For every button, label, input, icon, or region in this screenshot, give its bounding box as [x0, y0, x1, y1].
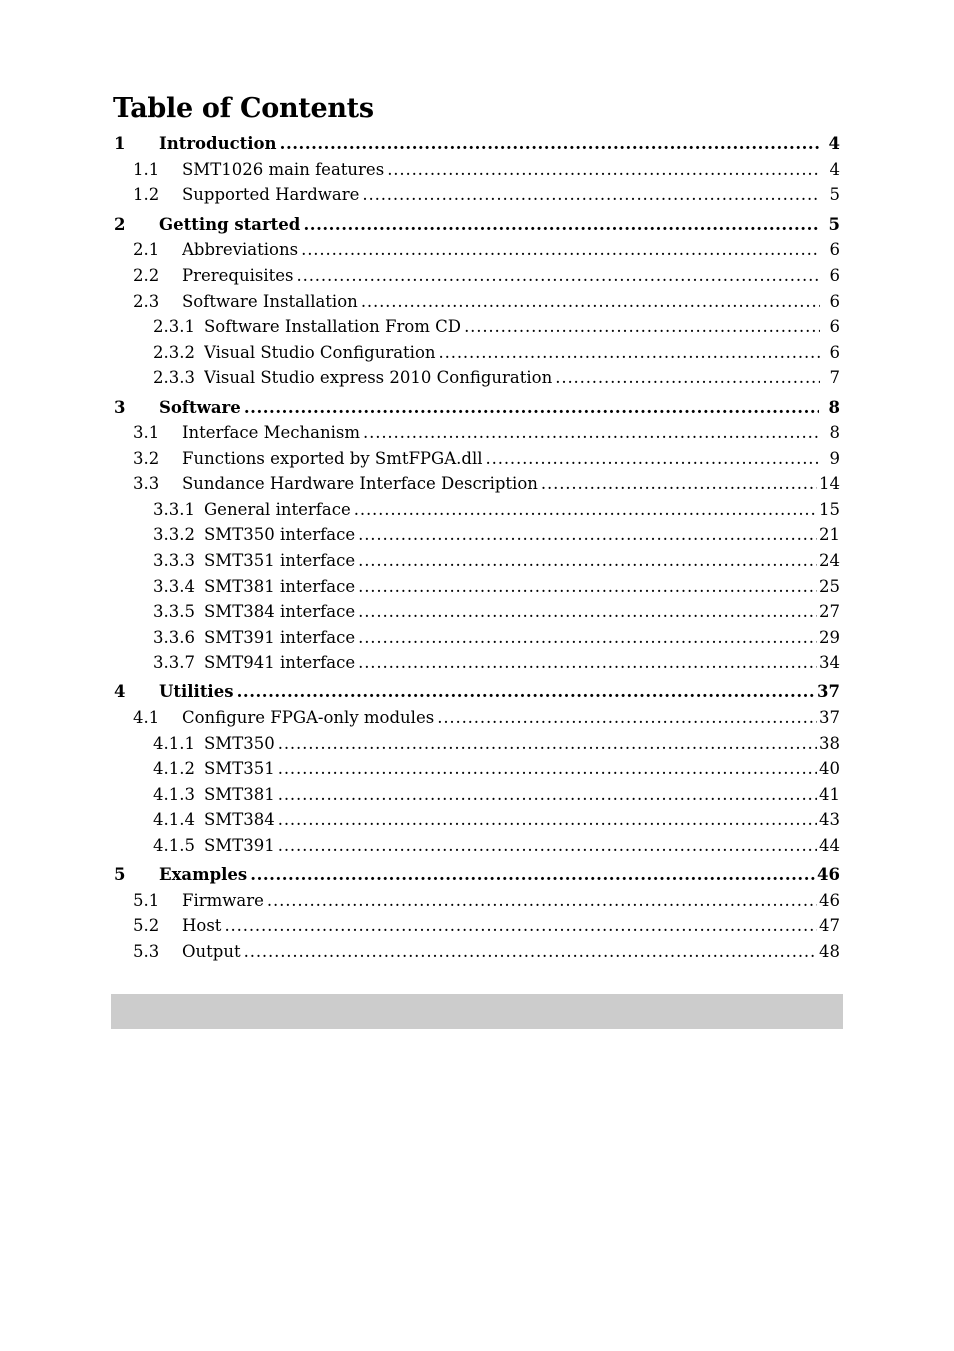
toc-entry-page: 37 — [819, 708, 840, 727]
toc-entry[interactable] — [0, 941, 954, 963]
toc-entry-page: 44 — [819, 836, 840, 855]
toc-entry[interactable] — [0, 422, 954, 444]
toc-entry-page: 46 — [817, 865, 840, 884]
toc-entry-title[interactable]: Abbreviations . . . — [182, 239, 820, 261]
toc-entry-number: 2 — [114, 215, 126, 234]
toc-entry[interactable] — [0, 473, 954, 495]
toc-entry-title[interactable]: SMT381 . . . — [204, 784, 820, 806]
toc-entry-number: 3.3.3 — [153, 551, 195, 570]
page-title: Table of Contents — [113, 93, 374, 124]
toc-entry-page: 7 — [829, 368, 840, 387]
toc-entry-title[interactable]: Introduction . . . — [159, 133, 819, 155]
toc-entry-page: 48 — [819, 942, 840, 961]
toc-entry-title[interactable]: Visual Studio Configuration . . . — [204, 342, 820, 364]
toc-entry-title[interactable]: General interface . . . — [204, 499, 820, 521]
toc-entry-number: 4.1 — [133, 708, 160, 727]
toc-entry-number: 2.2 — [133, 266, 160, 285]
toc-entry-number: 4.1.3 — [153, 785, 195, 804]
toc-entry-page: 9 — [829, 449, 840, 468]
toc-entry-page: 8 — [828, 398, 840, 417]
toc-entry-page: 5 — [829, 185, 840, 204]
toc-entry-title[interactable]: SMT351 interface . . . — [204, 550, 820, 572]
toc-entry-page: 38 — [819, 734, 840, 753]
toc-entry-number: 3.3.2 — [153, 525, 195, 544]
toc-entry[interactable] — [0, 809, 954, 831]
toc-entry[interactable] — [0, 681, 954, 703]
toc-entry[interactable] — [0, 758, 954, 780]
toc-entry-page: 8 — [829, 423, 840, 442]
toc-entry[interactable] — [0, 915, 954, 937]
toc-entry-page: 5 — [828, 215, 840, 234]
toc-entry-page: 4 — [828, 134, 840, 153]
toc-entry-page: 25 — [819, 577, 840, 596]
toc-entry-number: 3.3.4 — [153, 577, 195, 596]
toc-entry-number: 5 — [114, 865, 126, 884]
toc-entry[interactable] — [0, 159, 954, 181]
toc-entry-page: 6 — [829, 240, 840, 259]
toc-entry-page: 47 — [819, 916, 840, 935]
toc-entry-number: 4 — [114, 682, 126, 701]
toc-entry-number: 2.3.1 — [153, 317, 195, 336]
toc-entry-number: 1 — [114, 134, 126, 153]
toc-entry-number: 2.1 — [133, 240, 160, 259]
toc-entry-number: 4.1.4 — [153, 810, 195, 829]
toc-entry-number: 2.3.3 — [153, 368, 195, 387]
toc-entry[interactable] — [0, 627, 954, 649]
toc-entry[interactable] — [0, 342, 954, 364]
toc-entry-title[interactable]: Configure FPGA-only modules . . . — [182, 707, 820, 729]
toc-entry-title[interactable]: SMT384 . . . — [204, 809, 820, 831]
toc-entry-number: 5.2 — [133, 916, 160, 935]
toc-entry-title[interactable]: Software Installation From CD . . . — [204, 316, 820, 338]
toc-entry[interactable] — [0, 601, 954, 623]
toc-entry-number: 3.3.7 — [153, 653, 195, 672]
toc-entry-title[interactable]: Examples . . . — [159, 864, 819, 886]
toc-entry-title[interactable]: Prerequisites . . . — [182, 265, 820, 287]
toc-entry-number: 3.2 — [133, 449, 160, 468]
toc-entry[interactable] — [0, 524, 954, 546]
toc-entry[interactable] — [0, 864, 954, 886]
toc-entry-title[interactable]: Visual Studio express 2010 Configuration . . . — [204, 367, 820, 389]
toc-entry[interactable] — [0, 499, 954, 521]
toc-entry-title[interactable]: SMT391 interface . . . — [204, 627, 820, 649]
toc-entry-number: 2.3.2 — [153, 343, 195, 362]
toc-entry[interactable] — [0, 265, 954, 287]
toc-entry-page: 4 — [829, 160, 840, 179]
toc-entry[interactable] — [0, 707, 954, 729]
toc-entry-page: 29 — [819, 628, 840, 647]
toc-entry-page: 24 — [819, 551, 840, 570]
toc-entry[interactable] — [0, 784, 954, 806]
toc-entry-number: 3.3.5 — [153, 602, 195, 621]
toc-entry-number: 3.3.1 — [153, 500, 195, 519]
toc-entry-number: 3.3 — [133, 474, 160, 493]
toc-entry[interactable] — [0, 291, 954, 313]
toc-entry-title[interactable]: Getting started . . . — [159, 214, 819, 236]
toc-entry-title[interactable]: Software . . . — [159, 397, 819, 419]
toc-entry-title[interactable]: Output . . . — [182, 941, 820, 963]
toc-entry-title[interactable]: SMT384 interface . . . — [204, 601, 820, 623]
toc-entry[interactable] — [0, 214, 954, 236]
toc-entry-number: 1.1 — [133, 160, 160, 179]
toc-entry-page: 34 — [819, 653, 840, 672]
toc-entry-title[interactable]: SMT941 interface . . . — [204, 652, 820, 674]
toc-entry[interactable] — [0, 448, 954, 470]
toc-entry-title[interactable]: Interface Mechanism . . . — [182, 422, 820, 444]
toc-entry-number: 5.3 — [133, 942, 160, 961]
toc-entry-page: 21 — [819, 525, 840, 544]
toc-entry-number: 3.1 — [133, 423, 160, 442]
toc-entry-title[interactable]: Functions exported by SmtFPGA.dll . . . — [182, 448, 820, 470]
toc-entry[interactable] — [0, 835, 954, 857]
toc-entry-title[interactable]: Firmware . . . — [182, 890, 820, 912]
toc-entry-title[interactable]: SMT391 . . . — [204, 835, 820, 857]
toc-entry-title[interactable]: SMT350 . . . — [204, 733, 820, 755]
toc-entry[interactable] — [0, 316, 954, 338]
toc-entry[interactable] — [0, 576, 954, 598]
toc-entry-page: 14 — [819, 474, 840, 493]
toc-entry-page: 41 — [819, 785, 840, 804]
toc-entry-number: 3 — [114, 398, 126, 417]
toc-entry-page: 43 — [819, 810, 840, 829]
toc-entry[interactable] — [0, 733, 954, 755]
toc-entry-page: 6 — [829, 317, 840, 336]
toc-entry-title[interactable]: SMT381 interface . . . — [204, 576, 820, 598]
toc-entry-number: 1.2 — [133, 185, 160, 204]
toc-entry-title[interactable]: SMT351 . . . — [204, 758, 820, 780]
toc-entry-page: 6 — [829, 266, 840, 285]
toc-entry-number: 3.3.6 — [153, 628, 195, 647]
toc-entry-title[interactable]: Host . . . — [182, 915, 820, 937]
toc-entry-page: 46 — [819, 891, 840, 910]
toc-entry[interactable] — [0, 397, 954, 419]
toc-entry-page: 6 — [829, 343, 840, 362]
toc-entry[interactable] — [0, 367, 954, 389]
toc-entry[interactable] — [0, 652, 954, 674]
toc-entry[interactable] — [0, 239, 954, 261]
footer-bar — [111, 994, 843, 1029]
toc-entry-page: 27 — [819, 602, 840, 621]
toc-entry[interactable] — [0, 550, 954, 572]
toc-entry-page: 40 — [819, 759, 840, 778]
toc-entry[interactable] — [0, 184, 954, 206]
toc-entry-title[interactable]: SMT350 interface . . . — [204, 524, 820, 546]
toc-entry-page: 6 — [829, 292, 840, 311]
toc-entry-number: 4.1.2 — [153, 759, 195, 778]
toc-entry-number: 4.1.1 — [153, 734, 195, 753]
toc-entry[interactable] — [0, 133, 954, 155]
toc-entry-title[interactable]: Supported Hardware . . . — [182, 184, 820, 206]
toc-entry-number: 2.3 — [133, 292, 160, 311]
toc-entry-title[interactable]: Sundance Hardware Interface Description . . . — [182, 473, 820, 495]
toc-entry-title[interactable]: Software Installation . . . — [182, 291, 820, 313]
toc-entry-page: 37 — [817, 682, 840, 701]
toc-entry-number: 5.1 — [133, 891, 160, 910]
toc-entry-title[interactable]: SMT1026 main features . . . — [182, 159, 820, 181]
toc-entry-title[interactable]: Utilities . . . — [159, 681, 819, 703]
toc-entry-number: 4.1.5 — [153, 836, 195, 855]
toc-entry[interactable] — [0, 890, 954, 912]
toc-entry-page: 15 — [819, 500, 840, 519]
